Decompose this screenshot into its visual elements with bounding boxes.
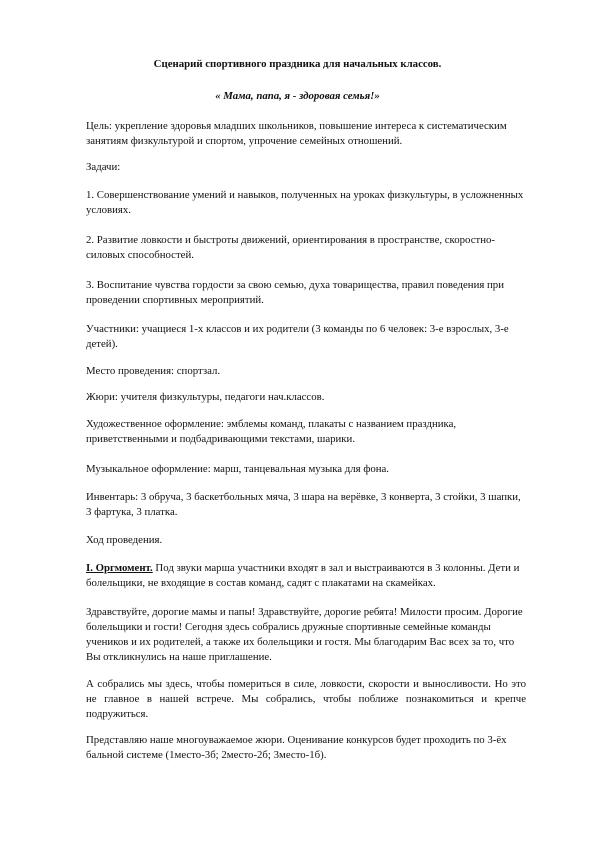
course-heading: Ход проведения. (86, 534, 163, 546)
task-1-paragraph: 1. Совершенствование умений и навыков, полученных на уроках физкультуры, в усложненных условиях. (86, 189, 524, 216)
tasks-heading: Задачи: (86, 161, 121, 173)
org-paragraph (86, 561, 526, 591)
venue-paragraph: Место проведения: спортзал. (86, 365, 221, 377)
document-title: Сценарий спортивного праздника для начальных классов. (153, 58, 442, 70)
document-subtitle: « Мама, папа, я - здоровая семья!» (215, 90, 380, 102)
music-paragraph: Музыкальное оформление: марш, танцевальная музыка для фона. (86, 463, 389, 475)
org-text: Под звуки марша участники входят в зал и выстраиваются в 3 колонны. Дети и болельщики, не входящие в состав команд, садят с плакатами на скамейках. (86, 562, 520, 589)
task-2-paragraph: 2. Развитие ловкости и быстроты движений, ориентирования в пространстве, скоростно-силовых способностей. (86, 234, 495, 261)
task-3-paragraph: 3. Воспитание чувства гордости за свою семью, духа товарищества, правил поведения при проведении спортивных мероприятий. (86, 279, 504, 306)
decoration-paragraph: Художественное оформление: эмблемы команд, плакаты с названием праздника, приветственными и подбадривающими текстами, шарики. (86, 418, 457, 445)
jury-intro-paragraph: Представляю наше многоуважаемое жюри. Оценивание конкурсов будет проходить по 3-ёх бальной системе (1место-3б; 2место-2б; 3место-1б). (86, 734, 507, 761)
inventory-paragraph: Инвентарь: 3 обруча, 3 баскетбольных мяча, 3 шара на верёвке, 3 конверта, 3 стойки, 3 шапки, 3 фартука, 3 платка. (86, 491, 521, 518)
jury-paragraph: Жюри: учителя физкультуры, педагоги нач.классов. (86, 391, 325, 403)
gathered-paragraph: А собрались мы здесь, чтобы помериться в силе, ловкости, скорости и выносливости. Но это не главное в нашей встрече. Мы собрались, чтобы поближе познакомиться и крепче подружиться. (86, 678, 526, 720)
greeting-paragraph: Здравствуйте, дорогие мамы и папы! Здравствуйте, дорогие ребята! Милости просим. Дорогие болельщики и гости! Сегодня здесь собрались дружные спортивные семейные команды учеников и их родителей, а также их болельщики и гостя. Мы благодарим Вас всех за то, что Вы откликнулись на наше приглашение. (86, 606, 523, 663)
org-label: I. Оргмомент. (86, 562, 153, 574)
goal-paragraph: Цель: укрепление здоровья младших школьников, повышение интереса к систематическим занятиям физкультурой и спортом, упрочение семейных отношений. (86, 120, 507, 147)
participants-paragraph: Участники: учащиеся 1-х классов и их родители (3 команды по 6 человек: 3-е взрослых, 3-е детей). (86, 323, 509, 350)
